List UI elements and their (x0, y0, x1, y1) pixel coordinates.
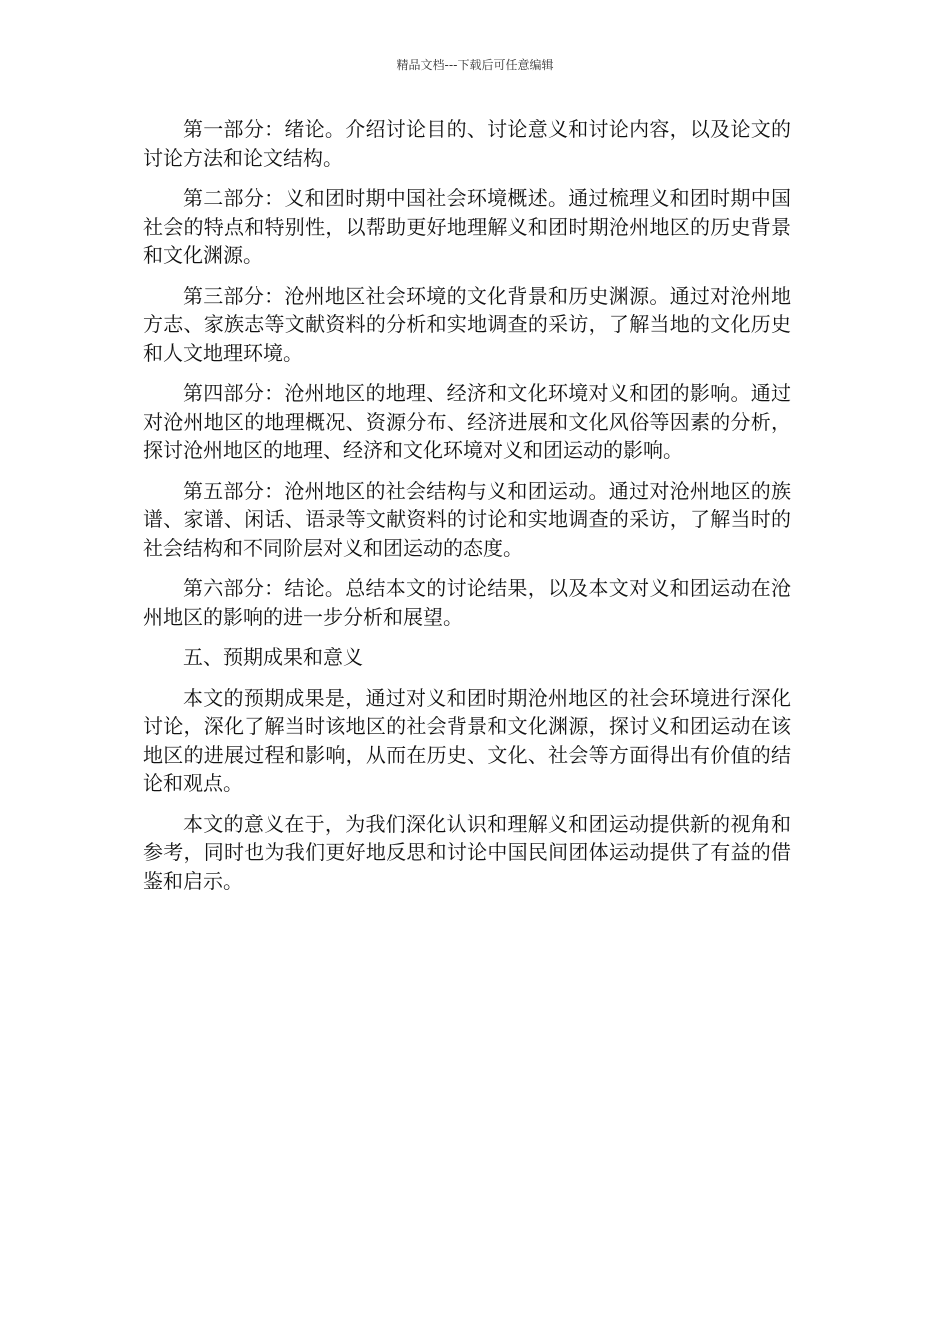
document-body (143, 115, 791, 907)
paragraph-expected-results: 本文的预期成果是，通过对义和团时期沧州地区的社会环境进行深化讨论，深化了解当时该地区的社会背景和文化渊源，探讨义和团运动在该地区的进展过程和影响，从而在历史、文化、社会等方面得出有价值的结论和观点。 (143, 685, 791, 795)
paragraph-part-four: 第四部分：沧州地区的地理、经济和文化环境对义和团的影响。通过对沧州地区的地理概况、资源分布、经济进展和文化风俗等因素的分析，探讨沧州地区的地理、经济和文化环境对义和团运动的影响。 (143, 381, 791, 462)
page-header: 精品文档---下载后可任意编辑 (396, 58, 554, 72)
paragraph-part-one: 第一部分：绪论。介绍讨论目的、讨论意义和讨论内容，以及论文的讨论方法和论文结构。 (143, 117, 791, 170)
paragraph-part-two: 第二部分：义和团时期中国社会环境概述。通过梳理义和团时期中国社会的特点和特别性，以帮助更好地理解义和团时期沧州地区的历史背景和文化渊源。 (143, 186, 791, 267)
paragraph-part-five: 第五部分：沧州地区的社会结构与义和团运动。通过对沧州地区的族谱、家谱、闲话、语录等文献资料的讨论和实地调查的采访，了解当时的社会结构和不同阶层对义和团运动的态度。 (143, 478, 791, 560)
paragraph-significance: 本文的意义在于，为我们深化认识和理解义和团运动提供新的视角和参考，同时也为我们更好地反思和讨论中国民间团体运动提供了有益的借鉴和启示。 (143, 811, 791, 893)
section-heading-expected-results: 五、预期成果和意义 (183, 645, 363, 669)
paragraph-part-three: 第三部分：沧州地区社会环境的文化背景和历史渊源。通过对沧州地方志、家族志等文献资料的分析和实地调查的采访，了解当地的文化历史和人文地理环境。 (143, 283, 791, 365)
paragraph-part-six: 第六部分：结论。总结本文的讨论结果，以及本文对义和团运动在沧州地区的影响的进一步分析和展望。 (143, 576, 791, 629)
